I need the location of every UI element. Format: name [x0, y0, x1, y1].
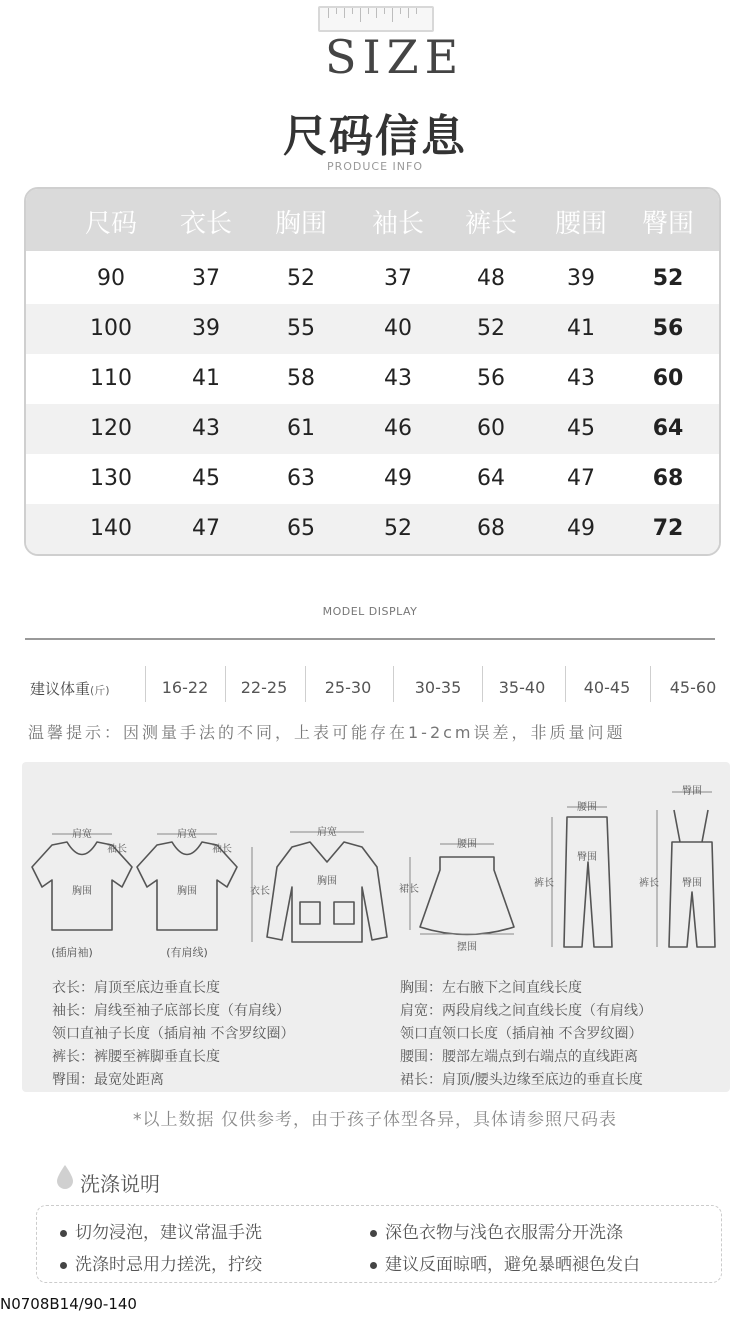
weight-value: 40-45: [583, 678, 631, 697]
table-cell: 55: [287, 316, 315, 341]
table-cell: 68: [477, 516, 505, 541]
table-cell: 90: [97, 266, 125, 291]
label-chest: 胸围: [317, 876, 337, 887]
table-cell: 45: [192, 466, 220, 491]
column-divider: [393, 666, 394, 702]
table-cell: 39: [567, 266, 595, 291]
table-cell: 47: [192, 516, 220, 541]
skirt-icon: [420, 857, 514, 935]
table-cell: 58: [287, 366, 315, 391]
definition-left: 臀围：最宽处距离: [52, 1072, 164, 1088]
table-cell: 52: [287, 266, 315, 291]
table-cell: 110: [90, 366, 132, 391]
table-cell: 43: [192, 416, 220, 441]
table-header-cell: 衣长: [179, 209, 232, 239]
divider: [25, 638, 715, 640]
measurement-guide: [22, 762, 730, 1092]
table-row: [26, 404, 719, 454]
washing-item-text: 洗涤时忌用力搓洗，拧绞: [75, 1255, 262, 1275]
table-cell: 56: [477, 366, 505, 391]
bullet-icon: [60, 1230, 67, 1237]
label-hip: 臀围: [682, 786, 702, 797]
label-waist: 腰围: [457, 839, 477, 850]
table-cell: 63: [287, 466, 315, 491]
ruler-graphic: [318, 6, 434, 32]
definition-left: 衣长：肩顶至底边垂直长度: [52, 980, 220, 996]
table-cell: 52: [477, 316, 505, 341]
column-divider: [650, 666, 651, 702]
definition-right: 肩宽：两段肩线之间直线长度（有肩线）: [400, 1003, 652, 1019]
table-cell: 49: [567, 516, 595, 541]
table-cell: 60: [477, 416, 505, 441]
table-cell: 39: [192, 316, 220, 341]
table-cell: 43: [567, 366, 595, 391]
table-cell: 52: [652, 266, 684, 291]
table-cell: 52: [384, 516, 412, 541]
definition-right: 裙长：肩顶/腰头边缘至底边的垂直长度: [400, 1072, 643, 1088]
washing-item-text: 深色衣物与浅色衣服需分开洗涤: [385, 1223, 623, 1243]
disclaimer: *以上数据 仅供参考，由于孩子体型各异，具体请参照尺码表: [133, 1110, 617, 1130]
table-cell: 65: [287, 516, 315, 541]
bullet-icon: [370, 1262, 377, 1269]
label-sleeve-length: 袖长: [107, 844, 127, 855]
table-cell: 49: [384, 466, 412, 491]
table-cell: 47: [567, 466, 595, 491]
label-hip: 臀围: [577, 852, 597, 863]
weight-unit: (斤): [90, 684, 110, 697]
table-cell: 72: [652, 516, 684, 541]
table-cell: 37: [384, 266, 412, 291]
weight-value: 30-35: [414, 678, 462, 697]
water-drop-icon: [56, 1164, 74, 1190]
page-title: 尺码信息: [283, 111, 467, 162]
table-header-cell: 裤长: [464, 209, 517, 239]
weight-value: 35-40: [498, 678, 546, 697]
label-hip: 臀围: [682, 878, 702, 889]
weight-value: 45-60: [669, 678, 717, 697]
label-chest: 胸围: [177, 886, 197, 897]
table-cell: 41: [567, 316, 595, 341]
page-subtitle: PRODUCE INFO: [326, 160, 424, 173]
table-cell: 64: [652, 416, 684, 441]
table-header: [26, 189, 719, 251]
table-cell: 130: [90, 466, 132, 491]
weight-label-text: 建议体重: [30, 680, 91, 698]
label-waist: 腰围: [577, 802, 597, 813]
bullet-icon: [370, 1230, 377, 1237]
weight-label: [30, 678, 110, 699]
label-chest: 胸围: [72, 886, 92, 897]
weight-value: 25-30: [324, 678, 372, 697]
table-cell: 140: [90, 516, 132, 541]
washing-item-text: 建议反面晾晒，避免暴晒褪色发白: [385, 1255, 640, 1275]
label-pants-length: 裤长: [534, 878, 554, 889]
label-shoulder-width: 肩宽: [317, 827, 337, 838]
weight-value: 16-22: [161, 678, 209, 697]
label-shoulder-width: 肩宽: [72, 829, 92, 840]
table-cell: 120: [90, 416, 132, 441]
table-row: [26, 254, 719, 304]
washing-item: [370, 1250, 640, 1275]
table-cell: 56: [652, 316, 684, 341]
washing-item: [60, 1250, 262, 1275]
table-header-cell: 尺码: [84, 209, 137, 239]
table-cell: 61: [287, 416, 315, 441]
table-header-cell: 臀围: [641, 209, 694, 239]
table-row: [26, 354, 719, 404]
weight-value: 22-25: [240, 678, 288, 697]
table-header-cell: 袖长: [371, 209, 424, 239]
label-length: 衣长: [250, 886, 270, 897]
caption-shoulder-line: (有肩线): [166, 946, 208, 959]
column-divider: [565, 666, 566, 702]
table-cell: 68: [652, 466, 684, 491]
table-cell: 37: [192, 266, 220, 291]
definition-left: 领口直袖子长度（插肩袖 不含罗纹圈）: [52, 1026, 295, 1042]
definition-right: 胸围：左右腋下之间直线长度: [400, 980, 582, 996]
washing-item: [60, 1218, 262, 1243]
bullet-icon: [60, 1262, 67, 1269]
label-shoulder-width: 肩宽: [177, 829, 197, 840]
size-table: [24, 187, 721, 556]
table-cell: 40: [384, 316, 412, 341]
table-cell: 48: [477, 266, 505, 291]
size-heading: SIZE: [325, 30, 465, 84]
caption-raglan: (插肩袖): [51, 946, 93, 959]
definition-left: 裤长：裤腰至裤脚垂直长度: [52, 1049, 220, 1065]
label-hem: 摆围: [457, 942, 477, 953]
product-code: N0708B14/90-140: [0, 1295, 137, 1313]
table-cell: 60: [652, 366, 684, 391]
table-cell: 41: [192, 366, 220, 391]
label-skirt-length: 裙长: [399, 884, 419, 895]
table-header-cell: 胸围: [274, 209, 327, 239]
label-sleeve-length: 袖长: [212, 844, 232, 855]
table-row: [26, 504, 719, 554]
model-display-heading: MODEL DISPLAY: [322, 605, 418, 618]
table-cell: 100: [90, 316, 132, 341]
washing-item: [370, 1218, 623, 1243]
definition-right: 腰围：腰部左端点到右端点的直线距离: [400, 1049, 638, 1065]
label-pants-length: 裤长: [639, 878, 659, 889]
washing-item-text: 切勿浸泡，建议常温手洗: [75, 1223, 262, 1243]
definition-left: 袖长：肩线至袖子底部长度（有肩线）: [52, 1003, 290, 1019]
washing-title: 洗涤说明: [80, 1172, 160, 1196]
table-row: [26, 304, 719, 354]
column-divider: [305, 666, 306, 702]
table-cell: 43: [384, 366, 412, 391]
warm-tip: 温馨提示：因测量手法的不同，上表可能存在1-2cm误差，非质量问题: [28, 723, 626, 742]
table-row: [26, 454, 719, 504]
table-cell: 45: [567, 416, 595, 441]
table-cell: 46: [384, 416, 412, 441]
table-cell: 64: [477, 466, 505, 491]
definition-right: 领口直领口长度（插肩袖 不含罗纹圈）: [400, 1026, 643, 1042]
table-header-cell: 腰围: [554, 209, 607, 239]
